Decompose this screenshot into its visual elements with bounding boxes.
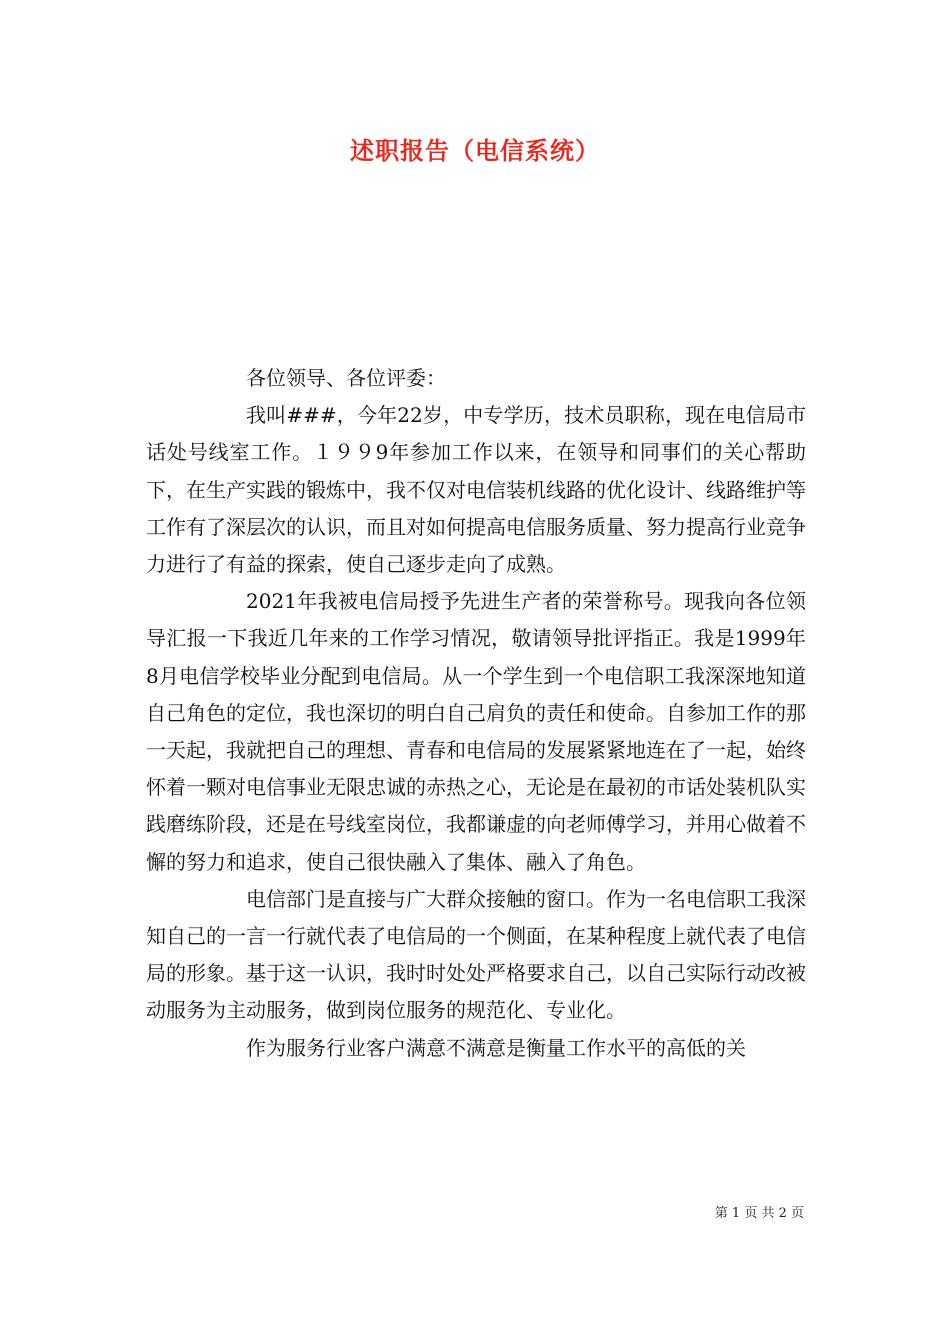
paragraph-3: 电信部门是直接与广大群众接触的窗口。作为一名电信职工我深知自己的一言一行就代表了电信局的一个侧面，在某种程度上就代表了电信局的形象。基于这一认识，我时时处处严格要求自己，以自己实际行动改被动服务为主动服务，做到岗位服务的规范化、专业化。	[146, 886, 806, 1023]
page-title: 述职报告（电信系统）	[350, 136, 600, 165]
paragraph-1: 我叫###，今年22岁，中专学历，技术员职称，现在电信局市话处号线室工作。１９９9年参加工作以来，在领导和同事们的关心帮助下，在生产实践的锻炼中，我不仅对电信装机线路的优化设计、线路维护等工作有了深层次的认识，而且对如何提高电信服务质量、努力提高行业竞争力进行了有益的探索，使自己逐步走向了成熟。	[146, 403, 806, 577]
salutation: 各位领导、各位评委：	[246, 366, 446, 390]
document-body	[146, 360, 806, 1067]
page-footer: 第 1 页 共 2 页	[714, 1206, 804, 1221]
paragraph-4: 作为服务行业客户满意不满意是衡量工作水平的高低的关	[246, 1035, 746, 1060]
paragraph-2: 2021年我被电信局授予先进生产者的荣誉称号。现我向各位领导汇报一下我近几年来的工作学习情况，敬请领导批评指正。我是1999年8月电信学校毕业分配到电信局。从一个学生到一个电信职工我深深地知道自己角色的定位，我也深切的明白自己肩负的责任和使命。自参加工作的那一天起，我就把自己的理想、青春和电信局的发展紧紧地连在了一起，始终怀着一颗对电信事业无限忠诚的赤热之心，无论是在最初的市话处装机队实践磨练阶段，还是在号线室岗位，我都谦虚的向老师傅学习，并用心做着不懈的努力和追求，使自己很快融入了集体、融入了角色。	[146, 589, 806, 874]
